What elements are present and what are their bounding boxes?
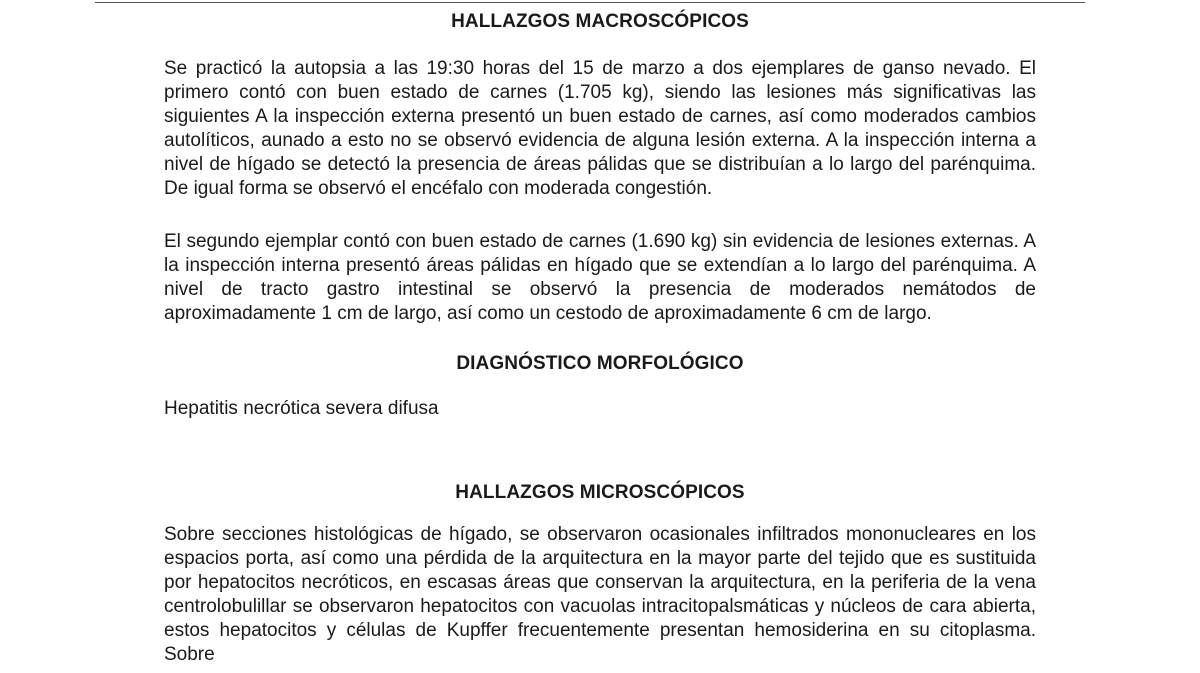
top-divider-line bbox=[95, 2, 1085, 3]
paragraph-first-specimen: Se practicó la autopsia a las 19:30 horas del 15 de marzo a dos ejemplares de ganso nevado. El primero contó con buen estado de carnes (1.705 kg), siendo las lesiones más significativas las siguientes A la inspección externa presentó un buen estado de carnes, así como moderados cambios autolíticos, aunado a esto no se observó evidencia de alguna lesión externa. A la inspección interna a nivel de hígado se detectó la presencia de áreas pálidas que se distribuían a lo largo del parénquima. De igual forma se observó el encéfalo con moderada congestión. bbox=[164, 58, 1036, 200]
heading-microscopic-findings: HALLAZGOS MICROSCÓPICOS bbox=[455, 482, 745, 503]
heading-macroscopic-findings: HALLAZGOS MACROSCÓPICOS bbox=[451, 11, 749, 32]
paragraph-histology: Sobre secciones histológicas de hígado, se observaron ocasionales infiltrados mononucleares en los espacios porta, así como una pérdida de la arquitectura en la mayor parte del tejido que es sustituida por hepatocitos necróticos, en escasas áreas que conservan la arquitectura, en la periferia de la vena centrolobulillar se observaron hepatocitos con vacuolas intracitopalsmáticas y núcleos de cara abierta, estos hepatocitos y células de Kupffer frecuentemente presentan hemosiderina en su citoplasma. Sobre bbox=[164, 524, 1036, 666]
paragraph-second-specimen: El segundo ejemplar contó con buen estado de carnes (1.690 kg) sin evidencia de lesiones externas. A la inspección interna presentó áreas pálidas en hígado que se extendían a lo largo del parénquima. A nivel de tracto gastro intestinal se observó la presencia de moderados nemátodos de aproximadamente 1 cm de largo, así como un cestodo de aproximadamente 6 cm de largo. bbox=[164, 231, 1036, 325]
diagnosis-text: Hepatitis necrótica severa difusa bbox=[164, 398, 439, 419]
heading-morphological-diagnosis: DIAGNÓSTICO MORFOLÓGICO bbox=[456, 353, 744, 374]
